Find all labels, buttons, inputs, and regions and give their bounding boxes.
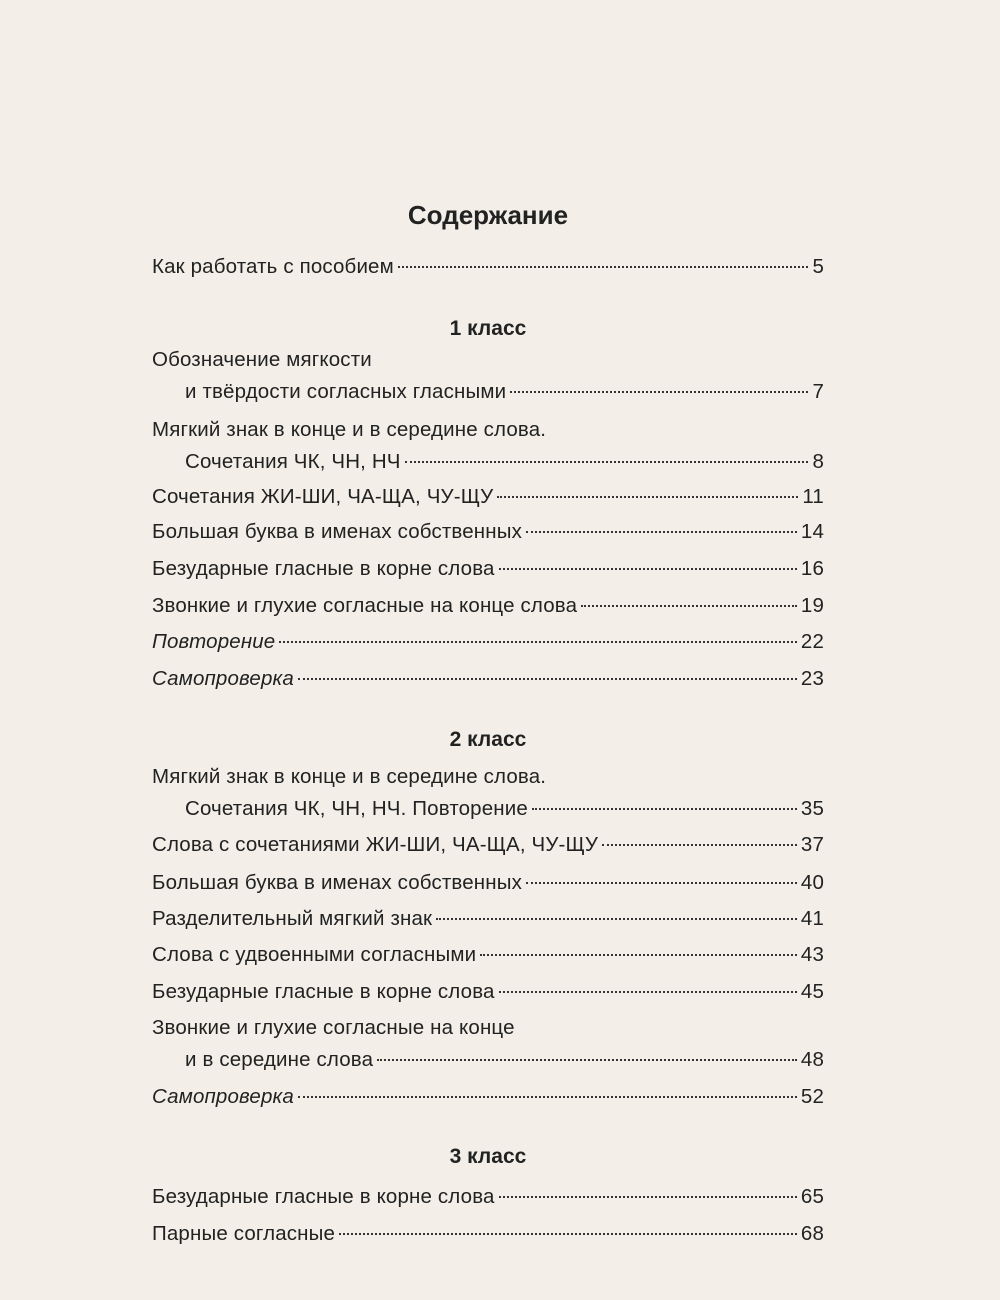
entry-page: 19 xyxy=(800,594,824,617)
section-heading: 3 класс xyxy=(449,1145,527,1168)
entry-text: Парные согласные xyxy=(152,1222,336,1245)
entry-page: 16 xyxy=(800,557,824,580)
toc-entry xyxy=(152,667,824,697)
entry-page: 48 xyxy=(800,1048,824,1071)
entry-page: 43 xyxy=(800,943,824,966)
dot-leader xyxy=(377,1059,797,1061)
entry-text: Слова с сочетаниями ЖИ-ШИ, ЧА-ЩА, ЧУ-ЩУ xyxy=(152,833,599,856)
dot-leader xyxy=(436,918,797,920)
entry-page: 8 xyxy=(812,450,824,473)
entry-page: 35 xyxy=(800,797,824,820)
entry-text: Обозначение мягкости xyxy=(152,348,372,371)
entry-page: 41 xyxy=(800,907,824,930)
toc-entry xyxy=(152,797,824,827)
toc-entry xyxy=(152,943,824,973)
toc-entry xyxy=(152,1185,824,1215)
dot-leader xyxy=(339,1233,797,1235)
toc-entry xyxy=(152,833,824,863)
entry-text: Сочетания ЖИ-ШИ, ЧА-ЩА, ЧУ-ЩУ xyxy=(152,485,494,508)
toc-entry xyxy=(152,1222,824,1252)
entry-text: и в середине слова xyxy=(185,1048,374,1071)
entry-page: 23 xyxy=(800,667,824,690)
toc-entry xyxy=(152,630,824,660)
toc-entry-first-line xyxy=(152,418,824,448)
dot-leader xyxy=(532,808,797,810)
toc-entry xyxy=(152,450,824,480)
toc-entry-first-line xyxy=(152,1016,824,1046)
dot-leader xyxy=(526,882,797,884)
entry-page: 22 xyxy=(800,630,824,653)
entry-page: 7 xyxy=(812,380,824,403)
entry-page: 40 xyxy=(800,871,824,894)
dot-leader xyxy=(405,461,809,463)
entry-text: Самопроверка xyxy=(152,1085,294,1108)
entry-text: Повторение xyxy=(152,630,276,653)
dot-leader xyxy=(526,531,797,533)
toc-entry xyxy=(152,980,824,1010)
toc-entry xyxy=(152,594,824,624)
entry-text: Слова с удвоенными согласными xyxy=(152,943,477,966)
dot-leader xyxy=(279,641,797,643)
entry-text: Как работать с пособием xyxy=(152,255,394,278)
dot-leader xyxy=(497,496,798,498)
toc-entry xyxy=(152,1085,824,1115)
dot-leader xyxy=(499,991,797,993)
toc-entry xyxy=(152,1048,824,1078)
dot-leader xyxy=(499,568,797,570)
entry-text: Мягкий знак в конце и в середине слова. xyxy=(152,418,547,441)
entry-page: 11 xyxy=(802,485,824,508)
toc-entry xyxy=(152,485,824,515)
toc-entry xyxy=(152,380,824,410)
entry-text: Разделительный мягкий знак xyxy=(152,907,433,930)
toc-entry xyxy=(152,871,824,901)
toc-entry-first-line xyxy=(152,765,824,795)
toc-entry xyxy=(152,907,824,937)
toc-title: Содержание xyxy=(407,200,569,230)
entry-text: Звонкие и глухие согласные на конце слова xyxy=(152,594,578,617)
entry-page: 37 xyxy=(800,833,824,856)
entry-page: 5 xyxy=(812,255,824,278)
entry-page: 65 xyxy=(800,1185,824,1208)
entry-text: Безударные гласные в корне слова xyxy=(152,980,495,1003)
entry-page: 45 xyxy=(800,980,824,1003)
entry-text: Безударные гласные в корне слова xyxy=(152,557,495,580)
dot-leader xyxy=(581,605,797,607)
entry-text: Звонкие и глухие согласные на конце xyxy=(152,1016,515,1039)
entry-text: Большая буква в именах собственных xyxy=(152,520,522,543)
entry-text: Самопроверка xyxy=(152,667,294,690)
dot-leader xyxy=(298,1096,797,1098)
toc-entry xyxy=(152,557,824,587)
dot-leader xyxy=(510,391,808,393)
dot-leader xyxy=(499,1196,797,1198)
section-heading: 2 класс xyxy=(449,728,527,751)
dot-leader xyxy=(398,266,809,268)
entry-page: 68 xyxy=(800,1222,824,1245)
toc-entry-first-line xyxy=(152,348,824,378)
dot-leader xyxy=(480,954,797,956)
entry-page: 52 xyxy=(800,1085,824,1108)
toc-entry xyxy=(152,255,824,285)
section-heading: 1 класс xyxy=(449,317,527,340)
dot-leader xyxy=(602,844,797,846)
entry-text: и твёрдости согласных гласными xyxy=(185,380,507,403)
entry-text: Безударные гласные в корне слова xyxy=(152,1185,495,1208)
entry-text: Большая буква в именах собственных xyxy=(152,871,522,894)
toc-entry xyxy=(152,520,824,550)
entry-text: Сочетания ЧК, ЧН, НЧ xyxy=(185,450,401,473)
entry-text: Мягкий знак в конце и в середине слова. xyxy=(152,765,547,788)
entry-text: Сочетания ЧК, ЧН, НЧ. Повторение xyxy=(185,797,528,820)
entry-page: 14 xyxy=(800,520,824,543)
dot-leader xyxy=(298,678,797,680)
